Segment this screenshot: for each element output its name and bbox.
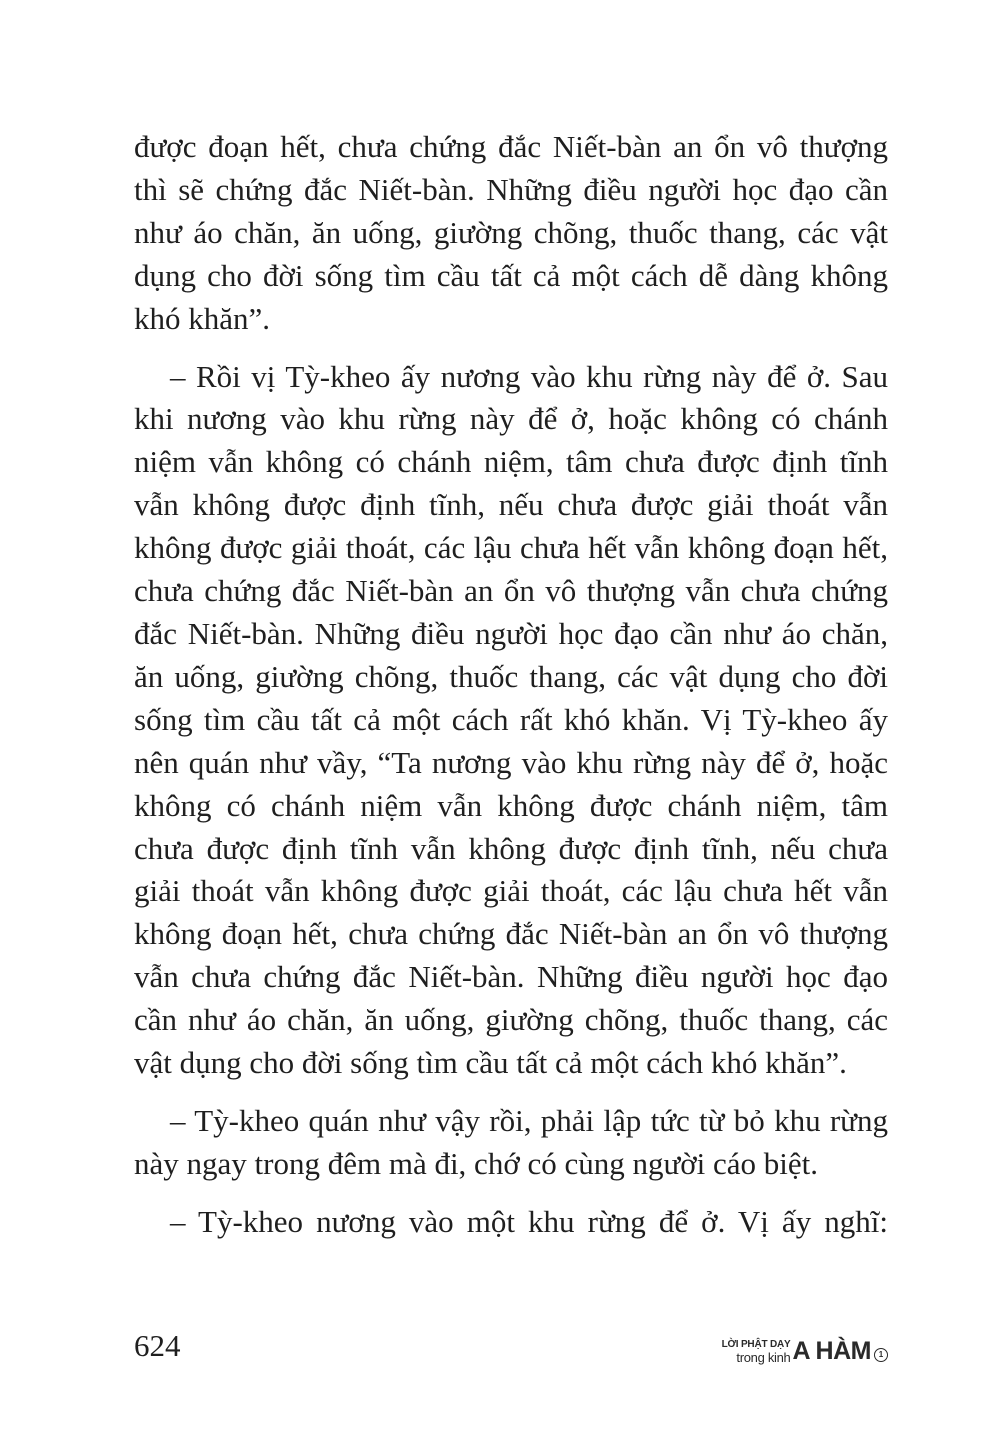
- book-title-logo: [722, 1330, 888, 1364]
- paragraph-2: – Rồi vị Tỳ-kheo ấy nương vào khu rừng này để ở. Sau khi nương vào khu rừng này để ở, hoặc không có chánh niệm vẫn không có chánh niệm, tâm chưa được định tĩnh vẫn không được định tĩnh, nếu chưa được giải thoát vẫn không được giải thoát, các lậu chưa hết vẫn không đoạn hết, chưa chứng đắc Niết-bàn an ổn vô thượng vẫn chưa chứng đắc Niết-bàn. Những điều người học đạo cần như áo chăn, ăn uống, giường chõng, thuốc thang, các vật dụng cho đời sống tìm cầu tất cả một cách rất khó khăn. Vị Tỳ-kheo ấy nên quán như vầy, “Ta nương vào khu rừng này để ở, hoặc không có chánh niệm vẫn không được chánh niệm, tâm chưa được định tĩnh vẫn không được định tĩnh, nếu chưa giải thoát vẫn không được giải thoát, các lậu chưa hết vẫn không đoạn hết, chưa chứng đắc Niết-bàn an ổn vô thượng vẫn chưa chứng đắc Niết-bàn. Những điều người học đạo cần như áo chăn, ăn uống, giường chõng, thuốc thang, các vật dụng cho đời sống tìm cầu tất cả một cách khó khăn”.: [134, 358, 888, 1081]
- paragraph-3: – Tỳ-kheo quán như vậy rồi, phải lập tức từ bỏ khu rừng này ngay trong đêm mà đi, chớ có cùng người cáo biệt.: [134, 1102, 888, 1181]
- logo-line-1: LỜI PHẬT DẠY: [721, 1339, 791, 1350]
- paragraph-1: được đoạn hết, chưa chứng đắc Niết-bàn an ổn vô thượng thì sẽ chứng đắc Niết-bàn. Những điều người học đạo cần như áo chăn, ăn uống, giường chõng, thuốc thang, các vật dụng cho đời sống tìm cầu tất cả một cách dễ dàng không khó khăn”.: [134, 129, 888, 336]
- volume-badge: 1: [874, 1348, 888, 1362]
- logo-title: A HÀM: [792, 1337, 871, 1365]
- page-number: 624: [134, 1328, 181, 1363]
- logo-subtitle: [722, 1340, 791, 1364]
- page-footer: [134, 1324, 888, 1368]
- body-text: [134, 126, 888, 1244]
- logo-line-2: trong kinh: [736, 1350, 791, 1365]
- paragraph-4: – Tỳ-kheo nương vào một khu rừng để ở. Vị ấy nghĩ:: [170, 1203, 888, 1239]
